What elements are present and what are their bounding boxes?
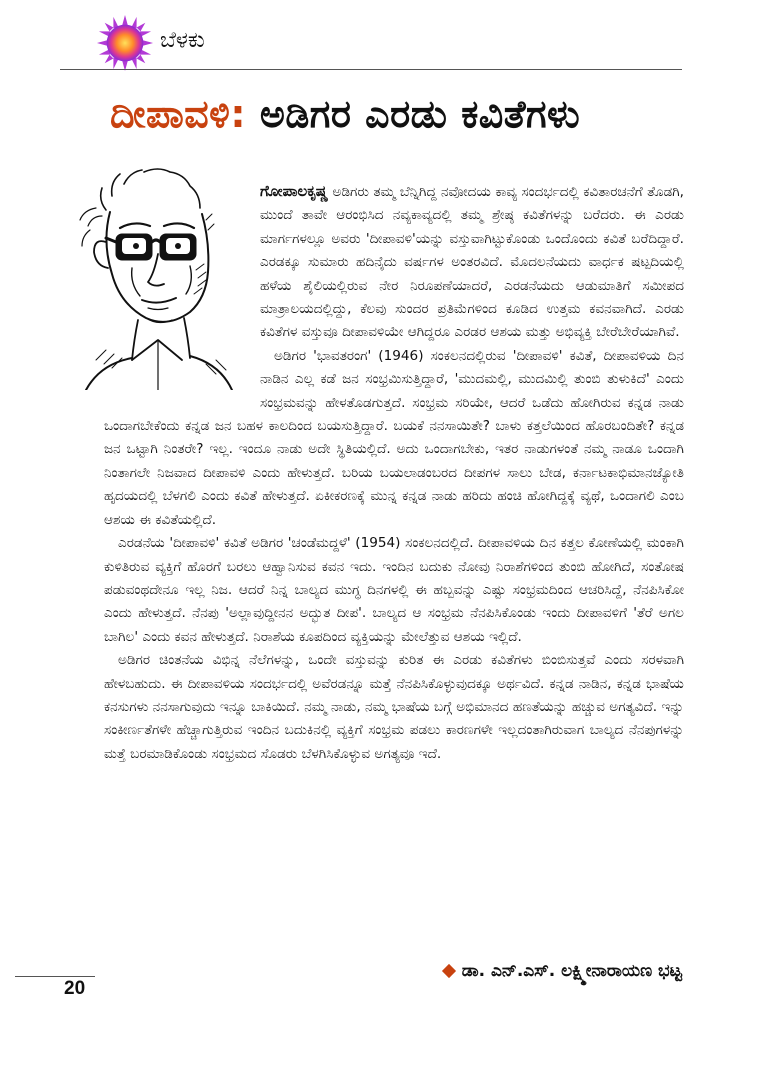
- header-divider: [60, 69, 682, 70]
- section-title: ಬೆಳಕು: [160, 28, 205, 53]
- lead-word: ಗೋಪಾಲಕೃಷ್ಣ: [260, 182, 329, 200]
- paragraph-2: ಅಡಿಗರ 'ಭಾವತರಂಗ' (1946) ಸಂಕಲನದಲ್ಲಿರುವ 'ದೀಪಾವಳಿ' ಕವಿತೆ, ದೀಪಾವಳಿಯ ದಿನ ನಾಡಿನ ಎಲ್ಲ ಕಡೆ ಜನ ಸಂಭ್ರಮಿಸುತ್ತಿದ್ದಾರೆ, 'ಮುದಮಲ್ಲಿ, ಮುದಮಿಲ್ಲಿ ತುಂಬಿ ತುಳುಕಿದೆ' ಎಂದು ಸಂಭ್ರಮವನ್ನು ಹೇಳತೊಡಗುತ್ತದೆ. ಸಂಭ್ರಮ ಸರಿಯೇ, ಆದರೆ ಒಡೆದು ಹೋಗಿರುವ ಕನ್ನಡ ನಾಡು ಒಂದಾಗಬೇಕೆಂದು ಕನ್ನಡ ಜನ ಬಹಳ ಕಾಲದಿಂದ ಬಯಸುತ್ತಿದ್ದಾರೆ. ಬಯಕೆ ನನಸಾಯಿತೇ? ಬಾಳು ಕತ್ತಲೆಯಿಂದ ಹೊರಬಂದಿತೇ? ಕನ್ನಡ ಜನ ಒಟ್ಟಾಗಿ ನಿಂತರೇ? ಇಲ್ಲ. ಇಂದೂ ನಾಡು ಅದೇ ಸ್ಥಿತಿಯಲ್ಲಿದೆ. ಅದು ಒಂದಾಗಬೇಕು, ಇತರ ನಾಡುಗಳಂತೆ ನಮ್ಮ ನಾಡೂ ಒಂದಾಗಿ ನಿಂತಾಗಲೇ ನಿಜವಾದ ದೀಪಾವಳಿ ಎಂದು ಹೇಳುತ್ತದೆ. ಬರಿಯ ಬಯಲಾಡಂಬರದ ದೀಪಗಳ ಸಾಲು ಬೇಡ, ಕರ್ನಾಟಕಾಭಿಮಾನಜ್ಯೋತಿ ಹೃದಯದಲ್ಲಿ ಬೆಳಗಲಿ ಎಂದು ಕವಿತೆ ಹೇಳುತ್ತದೆ. ಏಕೀಕರಣಕ್ಕೆ ಮುನ್ನ ಕನ್ನಡ ನಾಡು ಹರಿದು ಹಂಚಿ ಹೋಗಿದ್ದಕ್ಕೆ ವ್ಯಥೆ, ಒಂದಾಗಲಿ ಎಂಬ ಆಶಯ ಈ ಕವಿತೆಯಲ್ಲಿದೆ.: [104, 347, 684, 528]
- author-byline: [444, 961, 682, 981]
- portrait-wrap-space: [104, 180, 260, 398]
- paragraph-4: ಅಡಿಗರ ಚಿಂತನೆಯ ವಿಭಿನ್ನ ನೆಲೆಗಳನ್ನು, ಒಂದೇ ವಸ್ತುವನ್ನು ಕುರಿತ ಈ ಎರಡು ಕವಿತೆಗಳು ಬಿಂಬಿಸುತ್ತವೆ ಎಂದು ಸರಳವಾಗಿ ಹೇಳಬಹುದು. ಈ ದೀಪಾವಳಿಯ ಸಂದರ್ಭದಲ್ಲಿ ಅವೆರಡನ್ನೂ ಮತ್ತೆ ನೆನಪಿಸಿಕೊಳ್ಳುವುದಕ್ಕೂ ಅರ್ಥವಿದೆ. ಕನ್ನಡ ನಾಡಿನ, ಕನ್ನಡ ಭಾಷೆಯ ಕನಸುಗಳು ನನಸಾಗುವುದು ಇನ್ನೂ ಬಾಕಿಯಿದೆ. ನಮ್ಮ ನಾಡು, ನಮ್ಮ ಭಾಷೆಯ ಬಗ್ಗೆ ಅಭಿಮಾನದ ಹಣತೆಯನ್ನು ಹಚ್ಚುವ ಅಗತ್ಯವಿದೆ. ಇನ್ನು ಸಂಕೀರ್ಣತೆಗಳೇ ಹೆಚ್ಚಾಗುತ್ತಿರುವ ಇಂದಿನ ಬದುಕಿನಲ್ಲಿ ವ್ಯಕ್ತಿಗೆ ಸಂಭ್ರಮ ಪಡಲು ಕಾರಣಗಳೇ ಇಲ್ಲದಂತಾಗಿರುವಾಗ ಬಾಲ್ಯದ ನೆನಪುಗಳನ್ನು ಮತ್ತೆ ಬರಮಾಡಿಕೊಂಡು ಸಂಭ್ರಮದ ಸೊಡರು ಬೆಳಗಿಸಿಕೊಳ್ಳುವ ಅಗತ್ಯವೂ ಇದೆ.: [104, 652, 684, 762]
- sun-burst-icon: [96, 14, 154, 72]
- title-main: ಅಡಿಗರ ಎರಡು ಕವಿತೆಗಳು: [259, 92, 581, 136]
- diamond-bullet-icon: [442, 964, 456, 978]
- footer-divider: [15, 976, 95, 977]
- author-name: ಡಾ. ಎನ್.ಎಸ್. ಲಕ್ಷ್ಮೀನಾರಾಯಣ ಭಟ್ಟ: [461, 961, 682, 981]
- paragraph-1-text: ಅಡಿಗರು ತಮ್ಮ ಬೆನ್ನಿಗಿದ್ದ ನವೋದಯ ಕಾವ್ಯ ಸಂದರ್ಭದಲ್ಲಿ ಕವಿತಾರಚನೆಗೆ ತೊಡಗಿ, ಮುಂದೆ ತಾವೇ ಆರಂಭಿಸಿದ ನವ್ಯಕಾವ್ಯದಲ್ಲಿ ತಮ್ಮ ಶ್ರೇಷ್ಠ ಕವಿತೆಗಳನ್ನು ಬರೆದರು. ಈ ಎರಡು ಮಾರ್ಗಗಳಲ್ಲೂ ಅವರು 'ದೀಪಾವಳಿ'ಯನ್ನು ವಸ್ತುವಾಗಿಟ್ಟುಕೊಂಡು ಒಂದೊಂದು ಕವಿತೆ ಬರೆದಿದ್ದಾರೆ. ಎರಡಕ್ಕೂ ಸುಮಾರು ಹದಿನೈದು ವರ್ಷಗಳ ಅಂತರವಿದೆ. ಮೊದಲನೆಯದು ವಾರ್ಧಕ ಷಟ್ಪದಿಯಲ್ಲಿ ಹಳೆಯ ಶೈಲಿಯಲ್ಲಿರುವ ನೇರ ನಿರೂಪಣೆಯಾದರೆ, ಎರಡನೆಯದು ಆಡುಮಾತಿಗೆ ಸಮೀಪದ ಮಾತ್ರಾಲಯದಲ್ಲಿದ್ದು, ಕೆಲವು ಸುಂದರ ಪ್ರತಿಮೆಗಳಿಂದ ಕೂಡಿದ ಉತ್ತಮ ಕವನವಾಗಿದೆ. ಎರಡು ಕವಿತೆಗಳ ವಸ್ತುವೂ ದೀಪಾವಳಿಯೇ ಆಗಿದ್ದರೂ ಎರಡರ ಆಶಯ ಮತ್ತು ಅಭಿವ್ಯಕ್ತಿ ಬೇರೆಬೇರೆಯಾಗಿವೆ.: [260, 184, 684, 341]
- article-title: [110, 92, 580, 137]
- paragraph-3: ಎರಡನೆಯ 'ದೀಪಾವಳಿ' ಕವಿತೆ ಅಡಿಗರ 'ಚಂಡೆಮದ್ದಳೆ' (1954) ಸಂಕಲನದಲ್ಲಿದೆ. ದೀಪಾವಳಿಯ ದಿನ ಕತ್ತಲ ಕೋಣೆಯಲ್ಲಿ ಮಂಕಾಗಿ ಕುಳಿತಿರುವ ವ್ಯಕ್ತಿಗೆ ಹೊರಗೆ ಬರಲು ಆಹ್ವಾನಿಸುವ ಕವನ ಇದು. ಇಂದಿನ ಬದುಕು ನೋವು ನಿರಾಶೆಗಳಿಂದ ತುಂಬಿ ಹೋಗಿದೆ, ಸಂತೋಷ ಪಡುವಂಥದೇನೂ ಇಲ್ಲ ನಿಜ. ಆದರೆ ನಿನ್ನ ಬಾಲ್ಯದ ಮುಗ್ಧ ದಿನಗಳಲ್ಲಿ ಈ ಹಬ್ಬವನ್ನು ಎಷ್ಟು ಸಂಭ್ರಮದಿಂದ ಆಚರಿಸಿದ್ದೆ, ನೆನಪಿಸಿಕೋ ಎಂದು ಹೇಳುತ್ತದೆ. ನೆನಪು 'ಅಲ್ಲಾವುದ್ದೀನನ ಅದ್ಭುತ ದೀಪ'. ಬಾಲ್ಯದ ಆ ಸಂಭ್ರಮ ನೆನಪಿಸಿಕೊಂಡು ಇಂದು ದೀಪಾವಳಿಗೆ 'ತೆರೆ ಅಗಲ ಬಾಗಿಲ' ಎಂದು ಕವನ ಹೇಳುತ್ತದೆ. ನಿರಾಶೆಯ ಕೂಪದಿಂದ ವ್ಯಕ್ತಿಯನ್ನು ಮೇಲೆತ್ತುವ ಆಶಯ ಇಲ್ಲಿದೆ.: [104, 535, 684, 645]
- article-body: [104, 180, 684, 766]
- page-number: 20: [64, 978, 86, 999]
- title-highlight: ದೀಪಾವಳಿ:: [110, 92, 247, 136]
